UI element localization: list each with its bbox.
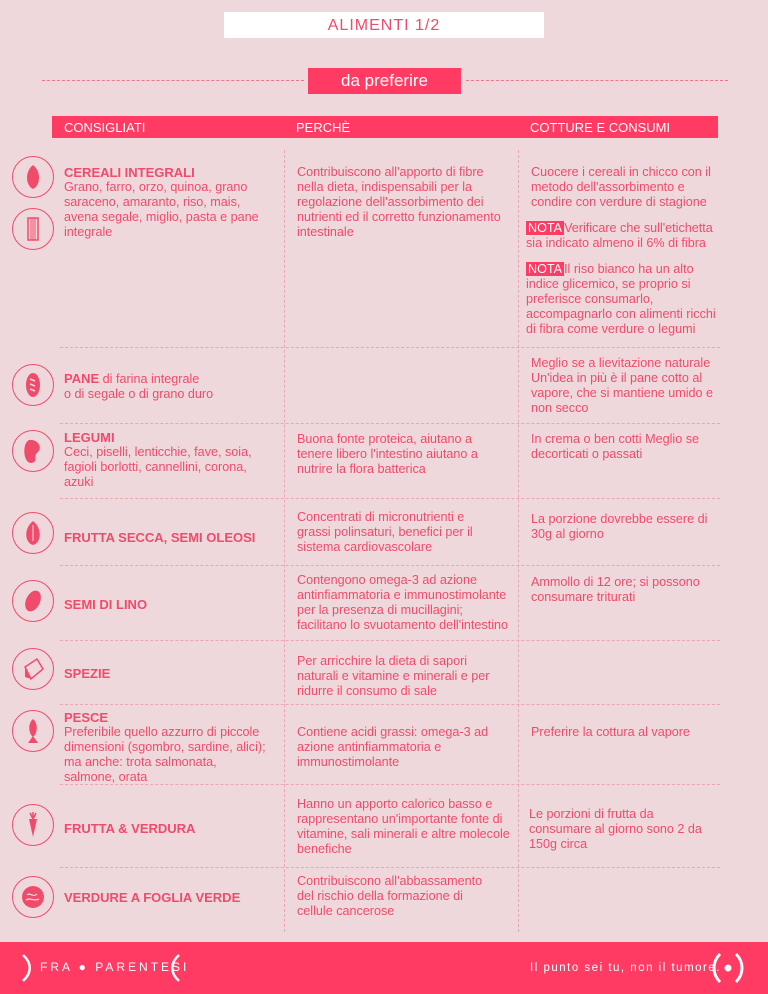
cereali-note-2 xyxy=(526,262,724,337)
frutta-secca-title: FRUTTA SECCA, SEMI OLEOSI xyxy=(64,530,256,545)
brand-logo: FRA ● PARENTESI xyxy=(40,960,190,974)
frutta-secca-why: Concentrati di micronutrienti e grassi polinsaturi, benefici per il sistema cardiovascolare xyxy=(297,510,473,554)
seed-icon xyxy=(12,580,54,622)
fish-icon xyxy=(12,710,54,752)
almond-icon xyxy=(12,512,54,554)
note-text: Il riso bianco ha un alto indice glicemico, se proprio si preferisce consumarlo, accompagnarlo con alimenti ricchi di fibra come verdure o legumi xyxy=(526,262,716,336)
slogan: Il punto sei tu, non il tumore. xyxy=(530,962,721,974)
footer xyxy=(0,942,768,994)
carrot-icon xyxy=(12,804,54,846)
divider-right xyxy=(466,80,728,81)
cereali-why: Contribuiscono all'apporto di fibre nella dieta, indispensabili per la regolazione dell'assorbimento dei nutrienti ed il corretto funzionamento intestinale xyxy=(297,165,501,239)
pane-desc: di farina integrale xyxy=(99,372,200,386)
divider-left xyxy=(42,80,304,81)
note-label: NOTA xyxy=(528,221,563,235)
row-separator xyxy=(60,347,720,348)
bean-icon xyxy=(12,430,54,472)
legumi-title: LEGUMI xyxy=(64,430,115,445)
pane-title: PANE xyxy=(64,371,100,386)
pesce-why: Contiene acidi grassi: omega-3 ad azione antinfiammatoria e immunostimolante xyxy=(297,725,489,769)
section-badge: da preferire xyxy=(308,68,461,94)
legumi-desc: Ceci, piselli, lenticchie, fave, soia, fagioli borlotti, cannellini, corona, azuki xyxy=(64,445,252,489)
bracket-close-icon xyxy=(168,953,182,983)
foglia-verde-why: Contribuiscono all'abbassamento del rischio della formazione di cellule cancerose xyxy=(297,874,483,918)
pesce-cell xyxy=(64,710,269,785)
pane-desc-2: o di segale o di grano duro xyxy=(64,387,214,401)
lettuce-icon xyxy=(12,876,54,918)
foglia-verde-title: VERDURE A FOGLIA VERDE xyxy=(64,890,241,905)
pesce-desc: Preferibile quello azzurro di piccole dimensioni (sgombro, sardine, alici); ma anche: trota salmonata, salmone, orata xyxy=(64,725,266,784)
pasta-icon xyxy=(12,208,54,250)
row-separator xyxy=(60,498,720,499)
frutta-verdura-why: Hanno un apporto calorico basso e rappresentano un'importante fonte di vitamine, sali minerali e altre molecole benefiche xyxy=(297,797,510,856)
row-separator xyxy=(60,423,720,424)
page-title: ALIMENTI 1/2 xyxy=(224,12,544,38)
cereali-title: CEREALI INTEGRALI xyxy=(64,165,195,180)
frutta-verdura-title: FRUTTA & VERDURA xyxy=(64,821,196,836)
legumi-how: In crema o ben cotti Meglio se decorticati o passati xyxy=(531,432,699,461)
frutta-verdura-how: Le porzioni di frutta da consumare al giorno sono 2 da 150g circa xyxy=(529,807,702,851)
row-separator xyxy=(60,704,720,705)
frutta-secca-how: La porzione dovrebbe essere di 30g al giorno xyxy=(531,512,708,541)
lino-title: SEMI DI LINO xyxy=(64,597,148,612)
row-separator xyxy=(60,640,720,641)
lino-how: Ammollo di 12 ore; si possono consumare triturati xyxy=(531,575,700,604)
spice-icon xyxy=(12,648,54,690)
column-separator xyxy=(284,150,285,932)
header-consigliati: CONSIGLIATI xyxy=(64,120,146,135)
table-header xyxy=(52,116,718,138)
legumi-cell xyxy=(64,430,264,490)
pesce-title: PESCE xyxy=(64,710,109,725)
lino-why: Contengono omega-3 ad azione antinfiammatoria e immunostimolante per la presenza di mucillagini; facilitano lo svuotamento dell'intestino xyxy=(297,573,509,632)
cereali-cell xyxy=(64,165,264,240)
cereali-desc: Grano, farro, orzo, quinoa, grano saraceno, amaranto, riso, mais, avena segale, miglio, pasta e pane integrale xyxy=(64,180,259,239)
header-cotture: COTTURE E CONSUMI xyxy=(530,120,671,135)
bracket-open-icon xyxy=(20,953,34,983)
spezie-why: Per arricchire la dieta di sapori naturali e vitamine e minerali e per ridurre il consumo di sale xyxy=(297,654,490,698)
header-perche: PERCHÈ xyxy=(296,120,351,135)
cereali-how: Cuocere i cereali in chicco con il metodo dell'assorbimento e condire con verdure di stagione xyxy=(531,165,711,209)
row-separator xyxy=(60,867,720,868)
pane-how: Meglio se a lievitazione naturale Un'idea in più è il pane cotto al vapore, che si mantiene umido e non secco xyxy=(531,356,714,415)
bread-icon xyxy=(12,364,54,406)
legumi-why: Buona fonte proteica, aiutano a tenere libero l'intestino aiutano a nutrire la flora batterica xyxy=(297,432,478,476)
grain-icon xyxy=(12,156,54,198)
note-label: NOTA xyxy=(528,262,563,276)
column-separator xyxy=(518,150,519,932)
pane-cell xyxy=(64,371,274,402)
pesce-how: Preferire la cottura al vapore xyxy=(531,725,690,739)
spezie-title: SPEZIE xyxy=(64,666,111,681)
row-separator xyxy=(60,565,720,566)
parenthesis-dot-icon xyxy=(710,950,746,986)
note-text: Verificare che sull'etichetta sia indicato almeno il 6% di fibra xyxy=(526,221,713,250)
cereali-note-1 xyxy=(526,221,722,251)
